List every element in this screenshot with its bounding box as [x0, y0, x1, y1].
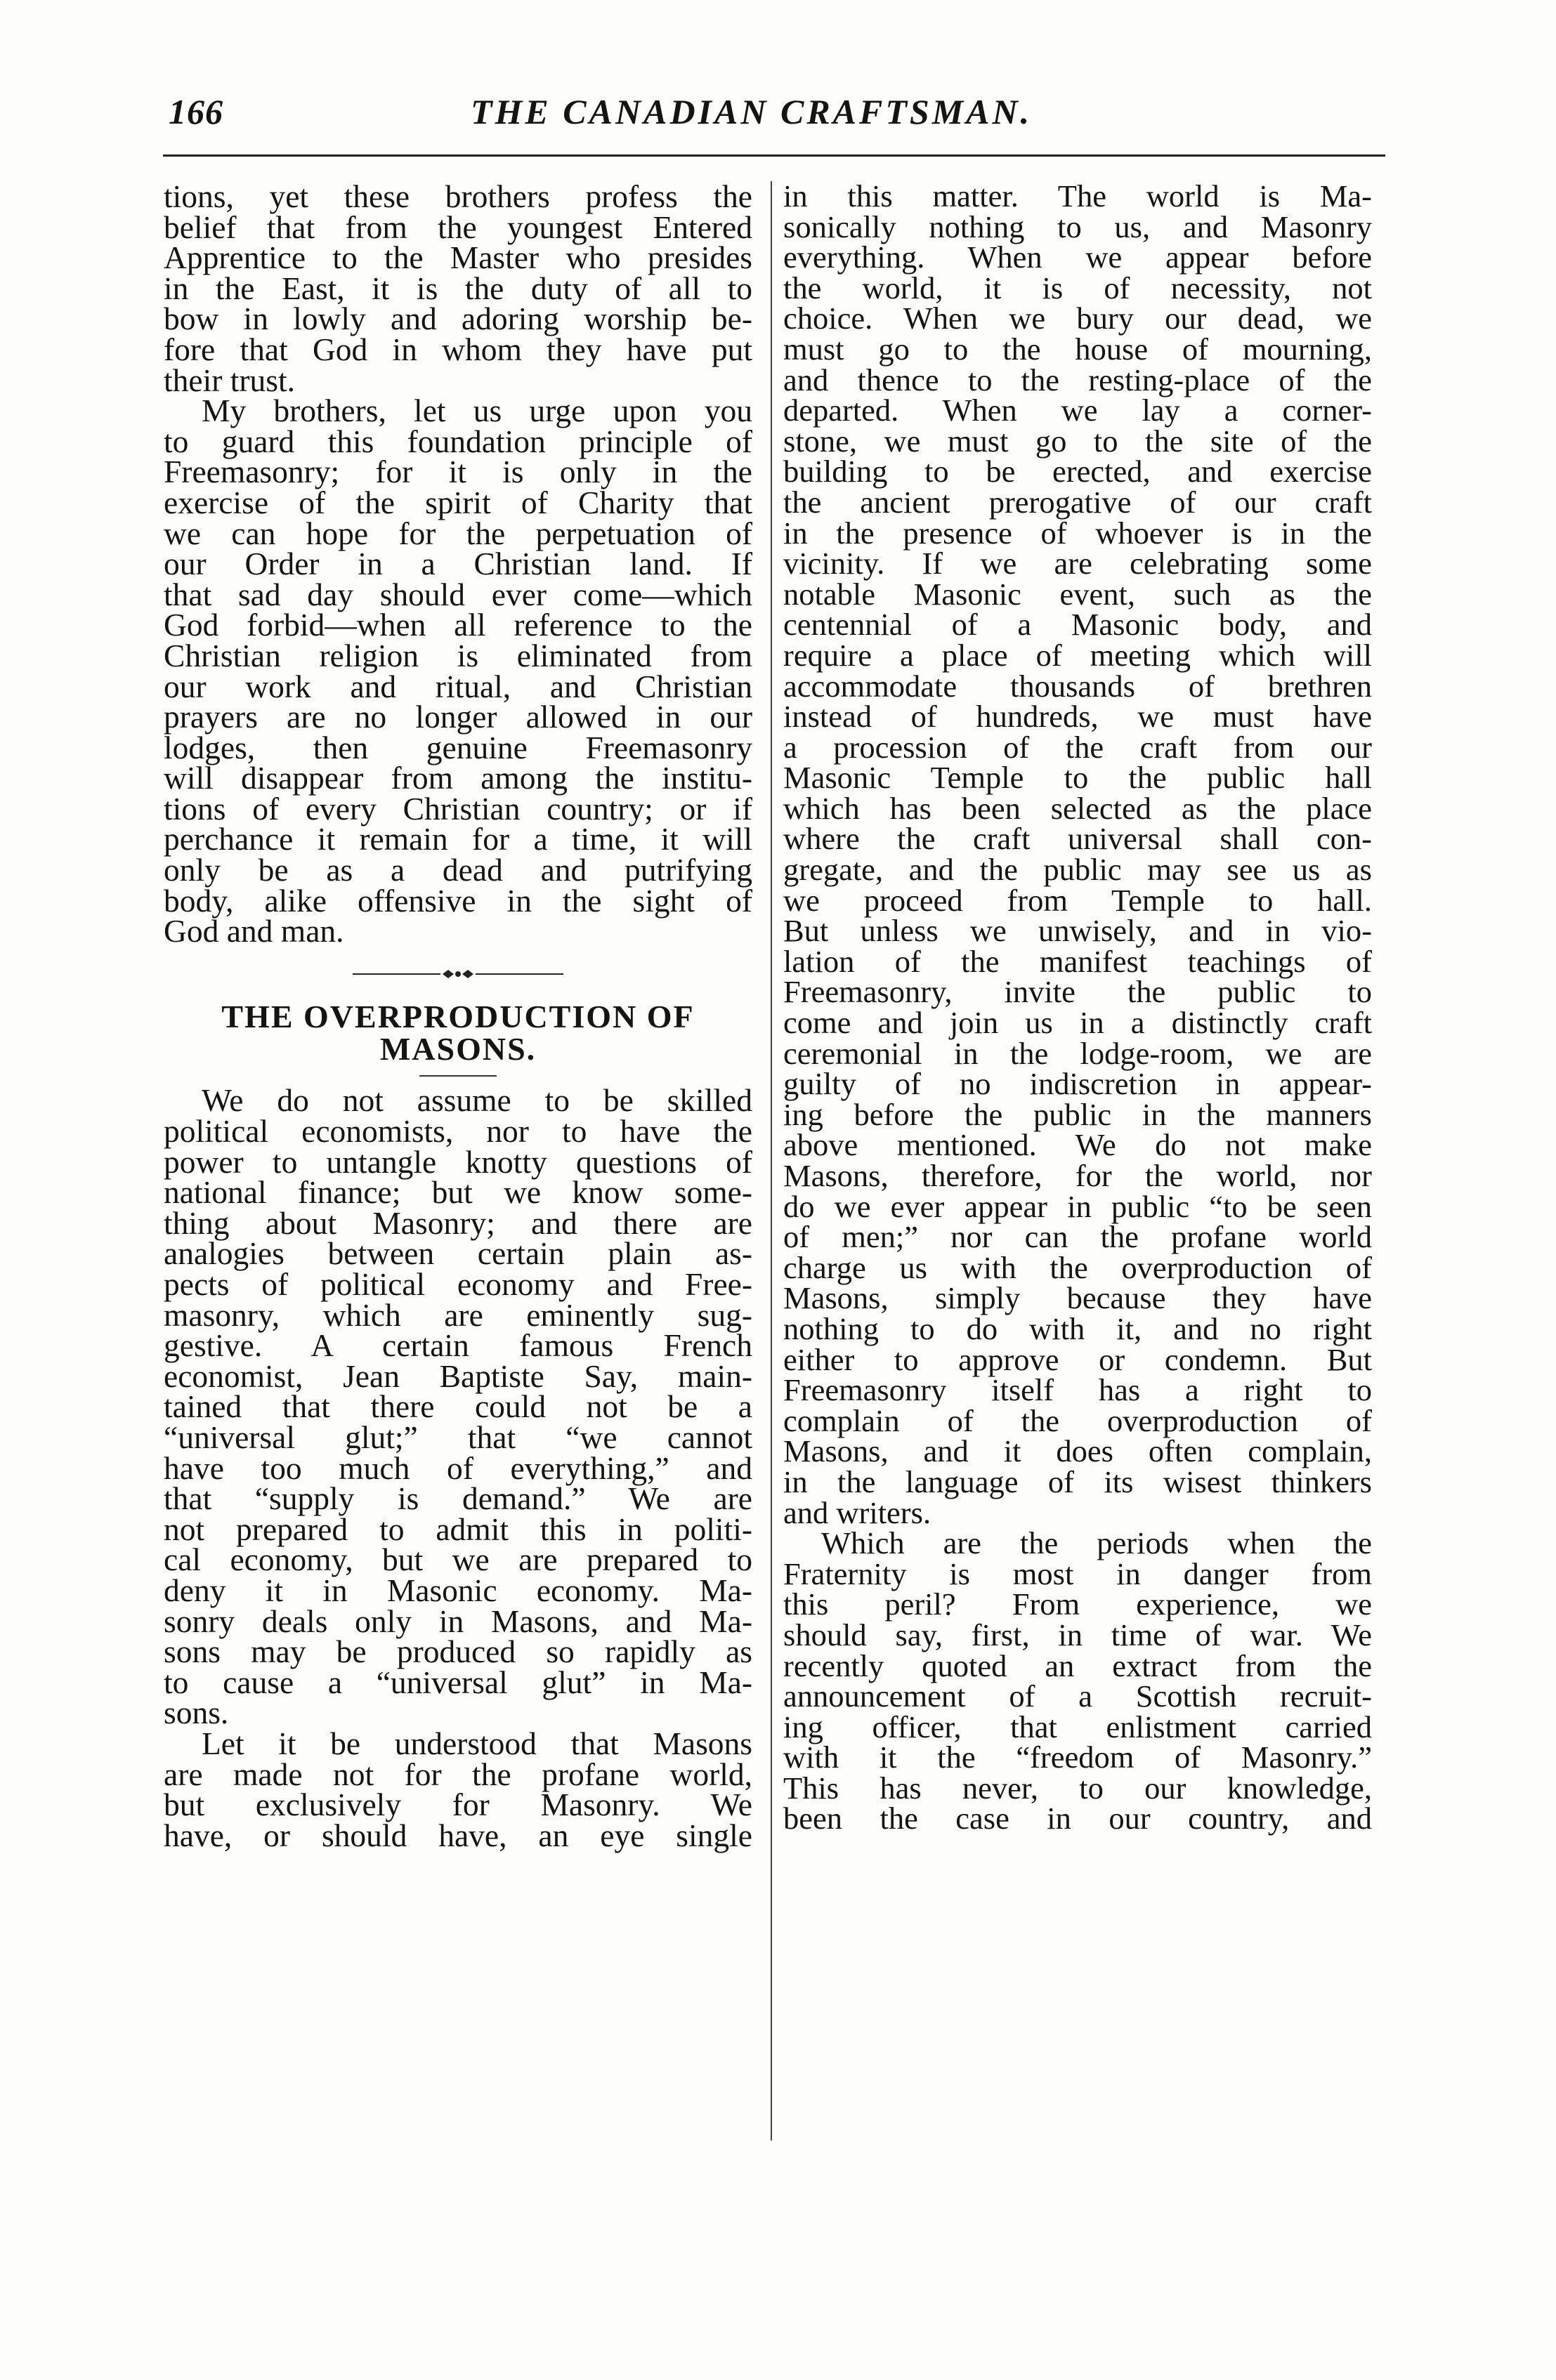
text-line: require a place of meeting which will: [783, 637, 1372, 673]
text-line: Masons, and it does often complain,: [783, 1433, 1372, 1469]
text-line: Masons, simply because they have: [783, 1280, 1372, 1316]
header-rule: [163, 154, 1385, 157]
text-line: instead of hundreds, we must have: [783, 699, 1372, 735]
text-line: ing officer, that enlistment carried: [783, 1709, 1372, 1744]
text-line: tained that there could not be a: [164, 1388, 752, 1425]
text-line: guilty of no indiscretion in appear-: [783, 1066, 1372, 1102]
ornament-rule-icon: [353, 967, 563, 981]
section-ornament: [164, 955, 752, 986]
text-line: Freemasonry itself has a right to: [783, 1372, 1372, 1408]
text-line: in the language of its wisest thinkers: [783, 1464, 1372, 1499]
page-header: [169, 91, 1387, 154]
paragraph: [164, 178, 752, 398]
text-line: been the case in our country, and: [783, 1801, 1372, 1836]
left-column: [164, 178, 752, 1853]
text-line: with it the “freedom of Masonry.”: [783, 1740, 1372, 1775]
heading-line: MASONS.: [379, 1031, 537, 1067]
text-line: accommodate thousands of brethren: [783, 668, 1372, 704]
text-line: but exclusively for Masonry. We: [164, 1787, 752, 1823]
text-line: come and join us in a distinctly craft: [783, 1005, 1372, 1041]
text-line: departed. When we lay a corner-: [783, 393, 1372, 428]
text-line: political economists, nor to have the: [164, 1113, 752, 1150]
text-line: sonically nothing to us, and Masonry: [783, 209, 1372, 244]
heading-line: THE OVERPRODUCTION OF: [221, 999, 695, 1035]
text-line: Masonic Temple to the public hall: [783, 760, 1372, 796]
text-line: masonry, which are eminently sug-: [164, 1296, 752, 1333]
text-line: cal economy, but we are prepared to: [164, 1541, 752, 1578]
text-line: My brothers, let us urge upon you: [202, 393, 752, 429]
text-line: vicinity. If we are celebrating some: [783, 546, 1372, 581]
text-line: above mentioned. We do not make: [783, 1127, 1372, 1163]
text-line: of men;” nor can the profane world: [783, 1219, 1372, 1255]
text-line: are made not for the profane world,: [164, 1756, 752, 1792]
text-line: sons may be produced so rapidly as: [164, 1633, 752, 1670]
text-line: deny it in Masonic economy. Ma-: [164, 1572, 752, 1608]
text-line: which has been selected as the place: [783, 790, 1372, 826]
text-line: the world, it is of necessity, not: [783, 270, 1372, 305]
running-title: THE CANADIAN CRAFTSMAN.: [471, 92, 1033, 131]
text-line: and thence to the resting-place of the: [783, 362, 1372, 397]
text-line: bow in lowly and adoring worship be-: [164, 301, 752, 337]
text-line: recently quoted an extract from the: [783, 1648, 1372, 1683]
paragraph: [783, 1525, 1372, 1836]
text-line: to cause a “universal glut” in Ma-: [164, 1664, 752, 1700]
text-line: that “supply is demand.” We are: [164, 1480, 752, 1517]
text-line: But unless we unwisely, and in vio-: [783, 913, 1372, 949]
paragraph: [783, 178, 1372, 1530]
heading-rule: [419, 1075, 497, 1077]
text-line: analogies between certain plain as-: [164, 1235, 752, 1272]
text-line: choice. When we bury our dead, we: [783, 301, 1372, 336]
text-line: perchance it remain for a time, it will: [164, 821, 752, 857]
text-line: body, alike offensive in the sight of: [164, 882, 752, 919]
text-line: a procession of the craft from our: [783, 729, 1372, 765]
page-number: 166: [169, 92, 223, 131]
text-line: Christian religion is eliminated from: [164, 637, 752, 673]
text-line: lodges, then genuine Freemasonry: [164, 729, 752, 765]
text-line: in the presence of whoever is in the: [783, 515, 1372, 551]
text-line: building to be erected, and exercise: [783, 454, 1372, 489]
text-line: thing about Masonry; and there are: [164, 1204, 752, 1241]
paragraph: [164, 1082, 752, 1731]
text-line: Masons, therefore, for the world, nor: [783, 1158, 1372, 1193]
text-line: our Order in a Christian land. If: [164, 546, 752, 582]
text-line: Fraternity is most in danger from: [783, 1556, 1372, 1591]
text-line: “universal glut;” that “we cannot: [164, 1419, 752, 1455]
text-line: have, or should have, an eye single: [164, 1817, 752, 1853]
text-line: Freemasonry, invite the public to: [783, 974, 1372, 1010]
text-line: economist, Jean Baptiste Say, main-: [164, 1357, 752, 1394]
text-line: complain of the overproduction of: [783, 1402, 1372, 1438]
text-line: that sad day should ever come—which: [164, 576, 752, 612]
text-line: power to untangle knotty questions of: [164, 1143, 752, 1180]
text-line: lation of the manifest teachings of: [783, 943, 1372, 979]
text-line: to guard this foundation principle of: [164, 423, 752, 459]
text-line: Let it be understood that Masons: [202, 1725, 752, 1761]
text-line: gregate, and the public may see us as: [783, 852, 1372, 888]
paragraph: [164, 395, 752, 947]
text-line: national finance; but we know some-: [164, 1174, 752, 1211]
text-line: tions of every Christian country; or if: [164, 790, 752, 827]
text-line: ing before the public in the manners: [783, 1096, 1372, 1132]
text-line: God and man.: [164, 913, 344, 949]
text-line: in this matter. The world is Ma-: [783, 178, 1372, 213]
text-line: Which are the periods when the: [821, 1525, 1372, 1561]
text-line: ceremonial in the lodge-room, we are: [783, 1035, 1372, 1071]
text-line: will disappear from among the institu-: [164, 760, 752, 796]
text-line: we can hope for the perpetuation of: [164, 515, 752, 551]
text-line: announcement of a Scottish recruit-: [783, 1678, 1372, 1714]
text-line: Freemasonry; for it is only in the: [164, 454, 752, 490]
right-column: [783, 178, 1372, 1836]
text-line: notable Masonic event, such as the: [783, 576, 1372, 612]
text-line: not prepared to admit this in politi-: [164, 1511, 752, 1547]
text-line: This has never, to our knowledge,: [783, 1770, 1372, 1806]
text-line: our work and ritual, and Christian: [164, 668, 752, 704]
text-line: the ancient prerogative of our craft: [783, 484, 1372, 520]
text-line: belief that from the youngest Entered: [164, 209, 752, 245]
text-line: pects of political economy and Free-: [164, 1266, 752, 1302]
section-heading: [164, 1001, 752, 1065]
text-line: God forbid—when all reference to the: [164, 607, 752, 643]
text-line: either to approve or condemn. But: [783, 1341, 1372, 1377]
text-line: their trust.: [164, 362, 296, 398]
text-line: sons.: [164, 1695, 229, 1731]
text-line: must go to the house of mourning,: [783, 331, 1372, 367]
text-line: stone, we must go to the site of the: [783, 423, 1372, 459]
paragraph: [164, 1725, 752, 1853]
text-line: exercise of the spirit of Charity that: [164, 484, 752, 520]
text-line: gestive. A certain famous French: [164, 1327, 752, 1364]
text-line: prayers are no longer allowed in our: [164, 699, 752, 735]
text-line: fore that God in whom they have put: [164, 331, 752, 367]
text-line: in the East, it is the duty of all to: [164, 270, 752, 306]
text-line: we proceed from Temple to hall.: [783, 882, 1372, 918]
text-line: and writers.: [783, 1494, 931, 1530]
text-line: have too much of everything,” and: [164, 1449, 752, 1486]
text-line: do we ever appear in public “to be seen: [783, 1188, 1372, 1224]
text-line: sonry deals only in Masons, and Ma-: [164, 1603, 752, 1639]
text-line: this peril? From experience, we: [783, 1586, 1372, 1622]
text-line: tions, yet these brothers profess the: [164, 178, 752, 214]
text-line: should say, first, in time of war. We: [783, 1617, 1372, 1652]
text-line: We do not assume to be skilled: [202, 1082, 752, 1119]
text-line: nothing to do with it, and no right: [783, 1310, 1372, 1346]
text-line: Apprentice to the Master who presides: [164, 239, 752, 276]
text-line: centennial of a Masonic body, and: [783, 607, 1372, 643]
text-line: only be as a dead and putrifying: [164, 852, 752, 888]
text-line: where the craft universal shall con-: [783, 821, 1372, 857]
text-line: everything. When we appear before: [783, 239, 1372, 275]
column-divider: [771, 181, 772, 2141]
text-line: charge us with the overproduction of: [783, 1249, 1372, 1285]
